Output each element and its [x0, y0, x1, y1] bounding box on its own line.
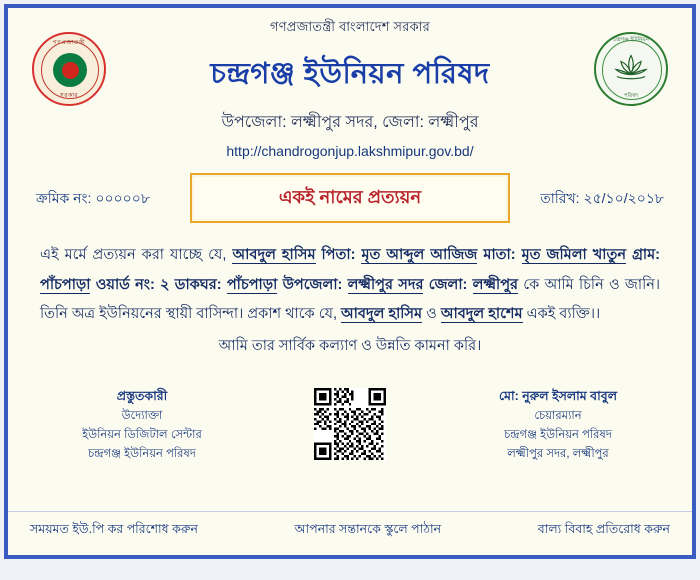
alias-conjunction: ও [426, 306, 437, 323]
right-seal-bottom-text: পরিষদ [623, 93, 639, 99]
prepared-by-block [42, 386, 242, 464]
footer-slogan-left: সময়মত ইউ.পি কর পরিশোধ করুন [30, 522, 198, 536]
meta-row [22, 173, 678, 219]
left-seal-top-text: গণপ্রজাতন্ত্রী [52, 40, 86, 46]
signature-area [22, 386, 678, 476]
issue-date [540, 187, 664, 211]
mother-name: মৃত জমিলা খাতুন [521, 247, 627, 263]
body-line3-tail: একই ব্যক্তি।। [526, 306, 601, 323]
right-seal-top-text: চন্দ্রগঞ্জ ইউনিয়ন [613, 37, 649, 43]
chairman-office-2: লক্ষ্মীপুর সদর, লক্ষ্মীপুর [507, 447, 609, 460]
village-name: পাঁচপাড়া [40, 276, 91, 293]
prepared-by-office-2: চন্দ্রগঞ্জ ইউনিয়ন পরিষদ [88, 447, 196, 460]
left-seal-bottom-text: সরকার [59, 93, 79, 99]
serial-number [36, 187, 150, 211]
district-label: জেলা: [428, 276, 468, 293]
water-lily-icon [614, 52, 648, 87]
body-intro: এই মর্মে প্রত্যয়ন করা যাচ্ছে যে, [40, 247, 227, 263]
certificate-inner [8, 8, 692, 555]
applicant-name: আবদুল হাসিম [232, 247, 316, 263]
post-office-name: পাঁচপাড়া [226, 276, 278, 293]
footer-slogans [8, 511, 692, 541]
body-closing-line: আমি তার সার্বিক কল্যাণ ও উন্নতি কামনা করি। [218, 338, 482, 355]
upazila-label: উপজেলা: [282, 276, 343, 293]
national-emblem-seal [32, 32, 106, 106]
certificate-type-title: একই নামের প্রত্যয়ন [278, 186, 422, 207]
post-office-label: ডাকঘর: [174, 276, 222, 293]
alias-name-two: আবদুল হাশেম [440, 306, 523, 323]
footer-slogan-middle: আপনার সন্তানকে স্কুলে পাঠান [294, 522, 442, 536]
village-label: গ্রাম: [632, 247, 661, 263]
chairman-role: চেয়ারম্যান [534, 409, 582, 422]
footer-slogan-right: বাল্য বিবাহ প্রতিরোধ করুন [537, 522, 670, 536]
page-subtitle: উপজেলা: লক্ষ্মীপুর সদর, জেলা: লক্ষ্মীপুর [221, 114, 479, 131]
certificate-body [40, 241, 660, 330]
chairman-office-1: চন্দ্রগঞ্জ ইউনিয়ন পরিষদ [504, 428, 612, 441]
prepared-by-role: উদ্যোক্তা [121, 409, 163, 422]
father-label: পিতা: [321, 247, 356, 263]
alias-name-one: আবদুল হাসিম [341, 306, 423, 323]
qr-code [314, 388, 386, 460]
prepared-by-heading: প্রস্তুতকারী [116, 389, 168, 403]
mother-label: মাতা: [483, 247, 516, 263]
serial-value: ০০০০০৮ [95, 190, 150, 206]
union-parishad-seal [594, 32, 668, 106]
certificate-document [4, 4, 696, 559]
date-label: তারিখ: [540, 190, 580, 206]
prepared-by-office-1: ইউনিয়ন ডিজিটাল সেন্টার [82, 428, 202, 441]
chairman-block [458, 386, 658, 464]
certificate-type-banner [190, 173, 510, 223]
date-value: ২৫/১০/২০১৮ [583, 190, 664, 206]
body-line2-tail: কে আমি চিনি ও জানি। [523, 276, 661, 293]
chairman-name: মো: নুরুল ইসলাম বাবুল [498, 389, 618, 403]
ward-label: ওয়ার্ড নং: ২ [95, 276, 170, 293]
government-line: গণপ্রজাতন্ত্রী বাংলাদেশ সরকার [270, 19, 430, 34]
father-name: মৃত আব্দুল আজিজ [361, 247, 478, 263]
district-name: লক্ষ্মীপুর [472, 276, 519, 293]
page-title: চন্দ্রগঞ্জ ইউনিয়ন পরিষদ [210, 58, 490, 90]
upazila-name: লক্ষ্মীপুর সদর [347, 276, 424, 293]
body-line3-intro: তিনি অত্র ইউনিয়নের স্থায়ী বাসিন্দা। প্রকাশ থাকে যে, [40, 306, 337, 323]
serial-label: ক্রমিক নং: [36, 190, 92, 206]
website-url: http://chandrogonjup.lakshmipur.gov.bd/ [226, 143, 474, 159]
